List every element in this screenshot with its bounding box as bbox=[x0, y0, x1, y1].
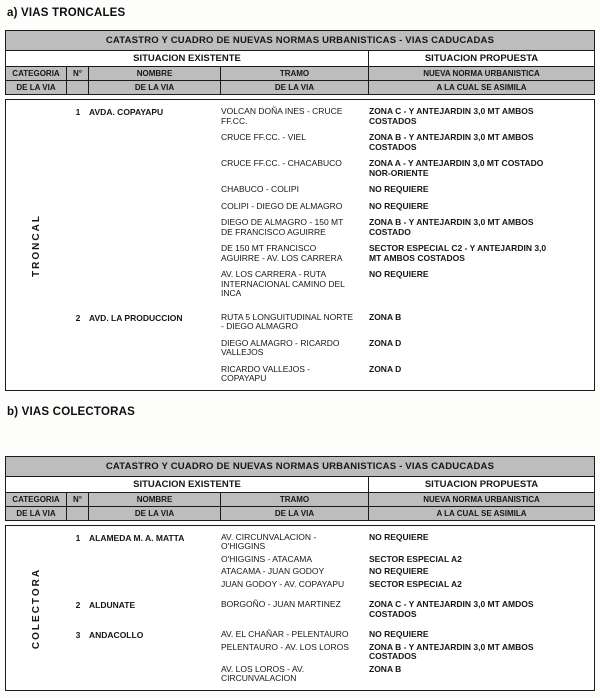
tramo-text: O'HIGGINS - ATACAMA bbox=[221, 553, 313, 564]
norma-text: NO REQUIERE bbox=[369, 531, 429, 542]
tramo-entries bbox=[221, 533, 594, 590]
norma-text: ZONA B bbox=[369, 311, 402, 322]
norma-text: ZONA C - Y ANTEJARDIN 3,0 MT AMDOS COSTADOS bbox=[369, 599, 534, 619]
categoria-cell bbox=[6, 107, 67, 384]
norma-text: ZONA D bbox=[369, 363, 402, 374]
norma-text: SECTOR ESPECIAL A2 bbox=[369, 553, 462, 564]
tramo-entries bbox=[221, 107, 594, 299]
tramo-row bbox=[221, 270, 594, 299]
tramo-text: DIEGO DE ALMAGRO - 150 MT DE FRANCISCO AGUIRRE bbox=[221, 217, 344, 237]
norma-text: NO REQUIERE bbox=[369, 566, 429, 576]
situacion-propuesta-header: SITUACION PROPUESTA bbox=[424, 53, 539, 64]
column-header-line2-4: A LA CUAL SE ASIMILA bbox=[369, 507, 594, 520]
column-header-line2-0: DE LA VIA bbox=[6, 81, 67, 94]
via-groups bbox=[67, 107, 594, 384]
tramo-row bbox=[221, 555, 594, 565]
norma-text: ZONA C - Y ANTEJARDIN 3,0 MT AMBOS COSTADOS bbox=[369, 106, 534, 126]
tramo-row bbox=[221, 107, 594, 126]
tramo-text: COLIPI - DIEGO DE ALMAGRO bbox=[221, 200, 343, 211]
via-group bbox=[67, 107, 594, 299]
column-header-line1-3: TRAMO bbox=[221, 493, 369, 507]
tramo-row bbox=[221, 339, 594, 358]
via-number: 3 bbox=[75, 630, 81, 640]
via-name: AVDA. COPAYAPU bbox=[89, 107, 164, 117]
column-header-line2-2: DE LA VIA bbox=[89, 81, 221, 94]
tramo-entries bbox=[221, 600, 594, 619]
tramo-row bbox=[221, 218, 594, 237]
tramo-text: JUAN GODOY - AV. COPAYAPU bbox=[221, 578, 345, 589]
via-name: ALDUNATE bbox=[89, 600, 136, 610]
via-group bbox=[67, 533, 594, 590]
tramo-row bbox=[221, 365, 594, 384]
tramo-text: RICARDO VALLEJOS - COPAYAPU bbox=[221, 363, 311, 383]
categoria-label: TRONCAL bbox=[31, 213, 43, 277]
norma-text: ZONA B - Y ANTEJARDIN 3,0 MT AMBOS COSTADOS bbox=[369, 641, 534, 661]
table-header-troncales bbox=[5, 30, 595, 95]
section-b-heading: b) VIAS COLECTORAS bbox=[7, 405, 135, 418]
tramo-text: CRUCE FF.CC. - VIEL bbox=[221, 132, 307, 142]
via-group bbox=[67, 600, 594, 619]
situacion-propuesta-header: SITUACION PROPUESTA bbox=[424, 478, 539, 490]
situacion-existente-header: SITUACION EXISTENTE bbox=[6, 51, 369, 66]
norma-text: ZONA A - Y ANTEJARDIN 3,0 MT COSTADO NOR-ORIENTE bbox=[369, 158, 544, 178]
column-header-line2-1 bbox=[67, 81, 89, 94]
tramo-entries bbox=[221, 630, 594, 684]
tramo-text: AV. LOS LOROS - AV. CIRCUNVALACION bbox=[221, 663, 305, 683]
situacion-row bbox=[6, 477, 594, 493]
column-header-line2-3: DE LA VIA bbox=[221, 507, 369, 520]
column-header-line1-1: N° bbox=[67, 493, 89, 507]
column-header-line1-2: NOMBRE bbox=[89, 67, 221, 81]
tramo-row bbox=[221, 185, 594, 195]
section-vias-troncales bbox=[5, 7, 595, 391]
norma-text: ZONA B - Y ANTEJARDIN 3,0 MT AMBOS COSTADOS bbox=[369, 132, 534, 152]
via-group bbox=[67, 630, 594, 684]
norma-text: ZONA B bbox=[369, 663, 402, 674]
norma-text: NO REQUIERE bbox=[369, 629, 429, 639]
norma-text: ZONA B - Y ANTEJARDIN 3,0 MT AMBOS COSTADO bbox=[369, 217, 534, 237]
norma-text: NO REQUIERE bbox=[369, 269, 429, 279]
table-header-colectoras bbox=[5, 456, 595, 521]
via-number: 1 bbox=[75, 532, 81, 543]
tramo-text: AV. LOS CARRERA - RUTA INTERNACIONAL CAMINO DEL INCA bbox=[221, 269, 345, 298]
norma-text: SECTOR ESPECIAL C2 - Y ANTEJARDIN 3,0 MT AMBOS COSTADOS bbox=[369, 243, 547, 263]
tramo-text: RUTA 5 LONGUITUDINAL NORTE - DIEGO ALMAGRO bbox=[221, 311, 354, 331]
column-header-line2-1 bbox=[67, 507, 89, 520]
categoria-label: COLECTORA bbox=[31, 567, 42, 649]
column-header-line1-1: N° bbox=[67, 67, 89, 81]
tramo-row bbox=[221, 133, 594, 152]
norma-text: NO REQUIERE bbox=[369, 184, 429, 194]
tramo-text: DE 150 MT FRANCISCO AGUIRRE - AV. LOS CARRERA bbox=[221, 243, 343, 263]
tramo-row bbox=[221, 600, 594, 619]
tramo-text: BORGOÑO - JUAN MARTINEZ bbox=[221, 599, 341, 609]
tramo-row bbox=[221, 202, 594, 212]
tramo-row bbox=[221, 313, 594, 332]
norma-text: NO REQUIERE bbox=[369, 200, 429, 211]
tramo-text: DIEGO ALMAGRO - RICARDO VALLEJOS bbox=[221, 337, 340, 357]
column-headers bbox=[6, 493, 594, 520]
tramo-row bbox=[221, 567, 594, 577]
tramo-text: AV. EL CHAÑAR - PELENTAURO bbox=[221, 629, 349, 639]
tramo-row bbox=[221, 630, 594, 640]
norma-text: ZONA D bbox=[369, 337, 402, 348]
column-header-line2-2: DE LA VIA bbox=[89, 507, 221, 520]
column-header-line1-0: CATEGORIA bbox=[6, 67, 67, 81]
tramo-text: PELENTAURO - AV. LOS LOROS bbox=[221, 641, 349, 652]
categoria-cell bbox=[6, 533, 67, 684]
via-number: 1 bbox=[75, 107, 81, 117]
via-number: 2 bbox=[75, 312, 81, 323]
via-number: 2 bbox=[75, 600, 81, 610]
tramo-row bbox=[221, 533, 594, 552]
column-headers bbox=[6, 67, 594, 94]
table-title: CATASTRO Y CUADRO DE NUEVAS NORMAS URBANISTICAS - VIAS CADUCADAS bbox=[6, 457, 594, 477]
column-header-line1-4: NUEVA NORMA URBANISTICA bbox=[369, 67, 594, 81]
via-groups bbox=[67, 533, 594, 684]
tramo-text: CRUCE FF.CC. - CHACABUCO bbox=[221, 158, 342, 168]
column-header-line1-3: TRAMO bbox=[221, 67, 369, 81]
tramo-text: ATACAMA - JUAN GODOY bbox=[221, 566, 325, 576]
via-name: ANDACOLLO bbox=[89, 630, 144, 640]
column-header-line1-2: NOMBRE bbox=[89, 493, 221, 507]
via-name: AVD. LA PRODUCCION bbox=[89, 312, 183, 323]
tramo-text: AV. CIRCUNVALACION - O'HIGGINS bbox=[221, 531, 317, 551]
table-body-troncales bbox=[5, 99, 595, 391]
via-group bbox=[67, 313, 594, 384]
tramo-row bbox=[221, 643, 594, 662]
tramo-row bbox=[221, 244, 594, 263]
column-header-line2-4: A LA CUAL SE ASIMILA bbox=[369, 81, 594, 94]
tramo-entries bbox=[221, 313, 594, 384]
tramo-text: CHABUCO - COLIPI bbox=[221, 184, 299, 194]
via-name: ALAMEDA M. A. MATTA bbox=[89, 532, 185, 543]
situacion-existente-header: SITUACION EXISTENTE bbox=[6, 477, 369, 492]
tramo-text: VOLCAN DOÑA INES - CRUCE FF.CC. bbox=[221, 106, 343, 126]
section-a-heading: a) VIAS TRONCALES bbox=[7, 7, 126, 19]
section-vias-colectoras bbox=[5, 406, 595, 691]
tramo-row bbox=[221, 159, 594, 178]
tramo-row bbox=[221, 665, 594, 684]
column-header-line2-0: DE LA VIA bbox=[6, 507, 67, 520]
situacion-row bbox=[6, 51, 594, 67]
table-title: CATASTRO Y CUADRO DE NUEVAS NORMAS URBANISTICAS - VIAS CADUCADAS bbox=[6, 31, 594, 51]
norma-text: SECTOR ESPECIAL A2 bbox=[369, 578, 462, 589]
column-header-line1-0: CATEGORIA bbox=[6, 493, 67, 507]
tramo-row bbox=[221, 580, 594, 590]
column-header-line2-3: DE LA VIA bbox=[221, 81, 369, 94]
table-body-colectoras bbox=[5, 525, 595, 691]
column-header-line1-4: NUEVA NORMA URBANISTICA bbox=[369, 493, 594, 507]
